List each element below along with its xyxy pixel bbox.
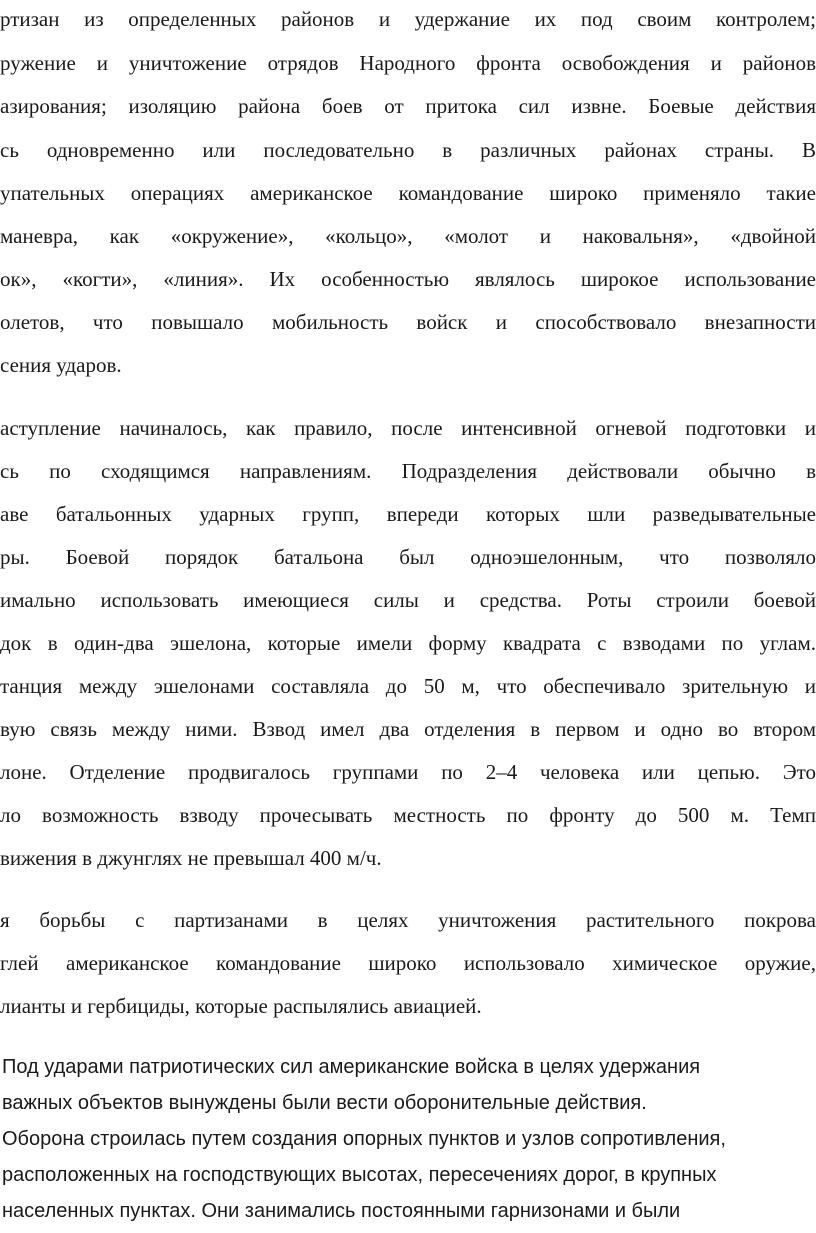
- text-line: лианты и гербициды, которые распылялись авиацией.: [0, 994, 482, 1018]
- text-line: маневра, как «окружение», «кольцо», «молот и наковальня», «двойной: [0, 224, 816, 248]
- text-line: ры. Боевой порядок батальона был одноэшелонным, что позволяло: [0, 545, 816, 569]
- text-line: док в один-два эшелона, которые имели форму квадрата с взводами по углам.: [0, 631, 816, 655]
- text-line: лоне. Отделение продвигалось группами по 2–4 человека или цепью. Это: [0, 760, 816, 784]
- text-line: населенных пунктах. Они занимались постоянными гарнизонами и были: [2, 1200, 681, 1222]
- text-line: сь по сходящимся направлениям. Подразделения действовали обычно в: [0, 459, 816, 483]
- text-line: упательных операциях американское командование широко применяло такие: [0, 181, 816, 205]
- text-line: олетов, что повышало мобильность войск и способствовало внезапности: [0, 310, 816, 334]
- text-line: вую связь между ними. Взвод имел два отделения в первом и одно во втором: [0, 717, 816, 741]
- text-line: я борьбы с партизанами в целях уничтожения растительного покрова: [0, 908, 816, 932]
- text-line: важных объектов вынуждены были вести оборонительные действия.: [2, 1092, 647, 1114]
- text-line: ртизан из определенных районов и удержание их под своим контролем;: [0, 7, 816, 31]
- text-line: ружение и уничтожение отрядов Народного фронта освобождения и районов: [0, 51, 816, 75]
- text-line: ло возможность взводу прочесывать местность по фронту до 500 м. Темп: [0, 803, 816, 827]
- text-line: сь одновременно или последовательно в различных районах страны. В: [0, 138, 816, 162]
- text-line: сения ударов.: [0, 353, 122, 377]
- text-line: вижения в джунглях не превышал 400 м/ч.: [0, 846, 382, 870]
- text-line: Под ударами патриотических сил американские войска в целях удержания: [2, 1056, 701, 1078]
- text-line: аве батальонных ударных групп, впереди которых шли разведывательные: [0, 502, 816, 526]
- text-line: имально использовать имеющиеся силы и средства. Роты строили боевой: [0, 588, 816, 612]
- text-line: ок», «когти», «линия». Их особенностью являлось широкое использование: [0, 267, 816, 291]
- text-line: расположенных на господствующих высотах, пересечениях дорог, в крупных: [2, 1164, 717, 1186]
- text-line: аступление начиналось, как правило, после интенсивной огневой подготовки и: [0, 416, 816, 440]
- text-line: танция между эшелонами составляла до 50 м, что обеспечивало зрительную и: [0, 674, 816, 698]
- text-line: глей американское командование широко использовало химическое оружие,: [0, 951, 816, 975]
- text-line: азирования; изоляцию района боев от притока сил извне. Боевые действия: [0, 94, 816, 118]
- text-line: Оборона строилась путем создания опорных пунктов и узлов сопротивления,: [2, 1128, 726, 1150]
